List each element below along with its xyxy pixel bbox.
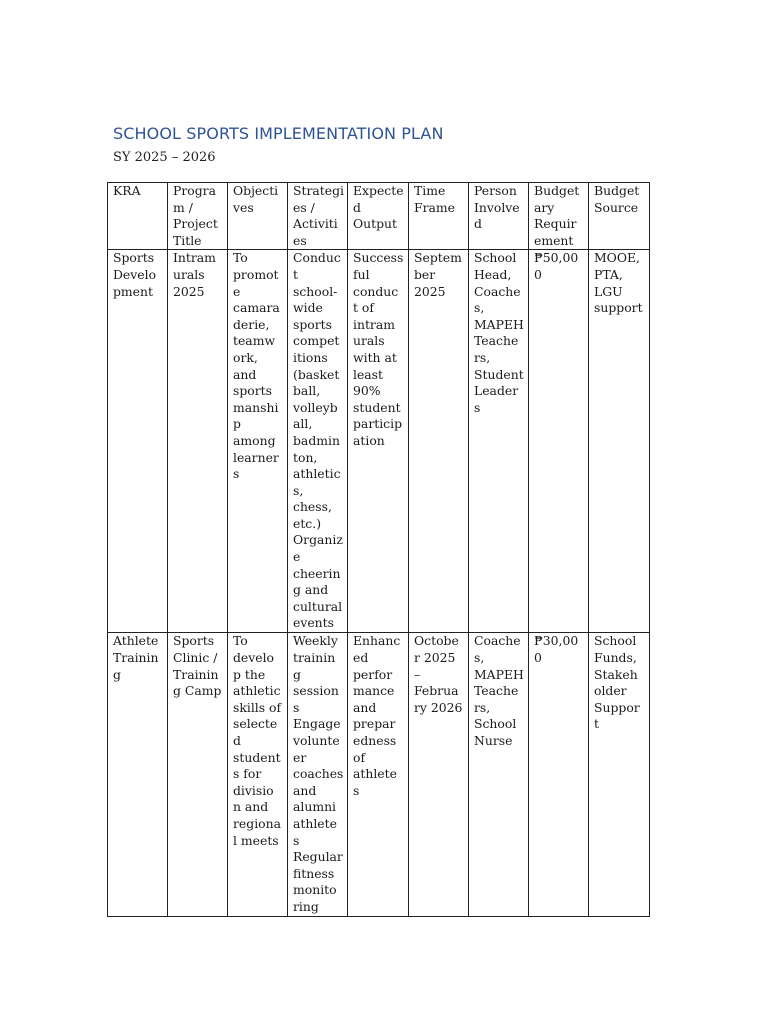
cell-program-title — [168, 633, 228, 917]
cell-text-line: Project — [173, 216, 218, 232]
cell-objectives — [228, 250, 288, 633]
cell-text-line: d — [353, 199, 361, 215]
cell-text-line: Objecti — [233, 183, 279, 198]
cell-text-line: School — [474, 716, 517, 732]
cell-text-line: and — [353, 699, 377, 715]
cell-text-line: mance — [353, 683, 395, 699]
cell-text-line: all, — [293, 416, 313, 432]
cell-text-line: wide — [293, 300, 323, 316]
cell-text-line: s, — [474, 649, 485, 665]
header-cell-budgetary-requirement — [529, 183, 589, 250]
cell-text-line: Activiti — [293, 216, 338, 232]
cell-text-line: rs, — [474, 699, 491, 715]
cell-text-line: chess, — [293, 499, 332, 515]
cell-text-line: session — [293, 683, 339, 699]
cell-text-line: Time — [414, 183, 446, 198]
cell-text-line: support — [594, 300, 643, 316]
cell-text-line: Expecte — [353, 183, 404, 198]
cell-strategies-activities — [288, 633, 348, 917]
cell-text-line: intram — [353, 316, 395, 332]
cell-text-line: ful — [353, 266, 370, 282]
cell-text-line: t — [293, 266, 298, 282]
cell-text-line: of — [353, 749, 366, 765]
cell-text-line: To — [233, 250, 248, 266]
cell-text-line: manshi — [233, 399, 279, 415]
cell-text-line: 2025 — [173, 283, 205, 299]
cell-text-line: skills of — [233, 699, 282, 715]
cell-text-line: develo — [233, 649, 275, 665]
cell-text-line: prepar — [353, 716, 396, 732]
cell-text-line: ber — [414, 266, 436, 282]
cell-text-line: athlete — [353, 766, 397, 782]
cell-text-line: athletic — [233, 683, 281, 699]
cell-text-line: pment — [113, 283, 153, 299]
cell-text-line: derie, — [233, 316, 270, 332]
cell-persons-involved — [469, 250, 529, 633]
cell-text-line: particip — [353, 416, 403, 432]
cell-text-line: student — [233, 749, 281, 765]
cell-text-line: coaches — [293, 766, 344, 782]
cell-text-line: sports — [233, 383, 273, 399]
cell-text-line: itions — [293, 349, 328, 365]
implementation-plan-table — [107, 182, 650, 917]
cell-text-line: trainin — [293, 649, 336, 665]
cell-objectives — [228, 633, 288, 917]
cell-text-line: among — [233, 432, 276, 448]
cell-text-line: ary — [534, 199, 555, 215]
table-header-row — [108, 183, 650, 250]
cell-text-line: volunte — [293, 732, 340, 748]
cell-text-line: ₱50,00 — [534, 250, 579, 266]
cell-text-line: Head, — [474, 266, 512, 282]
cell-text-line: ed — [353, 649, 369, 665]
cell-text-line: s — [293, 699, 300, 715]
cell-text-line: 90% — [353, 383, 381, 399]
cell-text-line: Regular — [293, 849, 343, 865]
cell-text-line: Clinic / — [173, 649, 218, 665]
cell-text-line: selecte — [233, 716, 278, 732]
cell-text-line: s — [233, 466, 240, 482]
cell-text-line: Source — [594, 199, 639, 215]
cell-text-line: d — [233, 732, 241, 748]
cell-text-line: 0 — [534, 266, 542, 282]
header-cell-program-title — [168, 183, 228, 250]
cell-text-line: 0 — [534, 649, 542, 665]
cell-text-line: perfor — [353, 666, 393, 682]
cell-text-line: Budget — [534, 183, 580, 198]
cell-text-line: To — [233, 633, 248, 649]
cell-text-line: ement — [534, 232, 574, 248]
cell-expected-output — [348, 633, 409, 917]
cell-text-line: urals — [173, 266, 205, 282]
cell-text-line: least — [353, 366, 384, 382]
cell-text-line: MAPEH — [474, 666, 524, 682]
cell-text-line: Conduc — [293, 250, 341, 266]
cell-text-line: badmin — [293, 432, 340, 448]
cell-text-line: s for — [233, 766, 262, 782]
cell-text-line: s — [353, 782, 360, 798]
cell-text-line: school- — [293, 283, 338, 299]
cell-text-line: KRA — [113, 183, 141, 198]
cell-text-line: p the — [233, 666, 266, 682]
header-cell-strategies-activities — [288, 183, 348, 250]
cell-budget-source — [589, 250, 650, 633]
cell-text-line: t of — [353, 300, 374, 316]
cell-text-line: l meets — [233, 832, 279, 848]
cell-text-line: – — [414, 666, 421, 682]
cell-text-line: volleyb — [293, 399, 338, 415]
table-row — [108, 633, 650, 917]
cell-text-line: cheerin — [293, 565, 341, 581]
cell-text-line: older — [594, 683, 627, 699]
cell-text-line: ork, — [233, 349, 258, 365]
cell-text-line: learner — [233, 449, 279, 465]
cell-text-line: Teache — [474, 333, 519, 349]
cell-text-line: p — [233, 416, 241, 432]
cell-text-line: Trainin — [173, 666, 219, 682]
cell-text-line: Stakeh — [594, 666, 638, 682]
cell-text-line: ₱30,00 — [534, 633, 579, 649]
cell-budgetary-requirement — [529, 633, 589, 917]
cell-text-line: cultural — [293, 598, 343, 614]
cell-text-line: s, — [474, 300, 485, 316]
header-cell-budget-source — [589, 183, 650, 250]
cell-text-line: Leader — [474, 383, 519, 399]
cell-text-line: Sports — [173, 633, 215, 649]
cell-budgetary-requirement — [529, 250, 589, 633]
cell-text-line: teamw — [233, 333, 276, 349]
cell-text-line: MAPEH — [474, 316, 524, 332]
cell-text-line: Weekly — [293, 633, 338, 649]
cell-text-line: Nurse — [474, 732, 513, 748]
cell-text-line: d — [474, 216, 482, 232]
cell-text-line: s, — [293, 482, 304, 498]
cell-text-line: events — [293, 615, 334, 631]
cell-text-line: edness — [353, 732, 397, 748]
cell-text-line: s — [474, 399, 481, 415]
cell-time-frame — [409, 250, 469, 633]
cell-text-line: g — [113, 666, 121, 682]
cell-text-line: sports — [293, 316, 333, 332]
cell-text-line: t — [594, 716, 599, 732]
cell-text-line: Intram — [173, 250, 216, 266]
cell-text-line: Februa — [414, 683, 459, 699]
cell-text-line: student — [353, 399, 401, 415]
cell-text-line: LGU — [594, 283, 623, 299]
cell-text-line: Suppor — [594, 699, 640, 715]
cell-text-line: ation — [353, 432, 385, 448]
header-cell-kra — [108, 183, 168, 250]
cell-expected-output — [348, 250, 409, 633]
cell-text-line: Organiz — [293, 532, 343, 548]
cell-text-line: compet — [293, 333, 340, 349]
cell-text-line: Sports — [113, 250, 155, 266]
cell-text-line: Coache — [474, 283, 521, 299]
cell-text-line: Enhanc — [353, 633, 401, 649]
cell-text-line: School — [594, 633, 637, 649]
cell-text-line: alumni — [293, 799, 337, 815]
cell-text-line: m / — [173, 199, 193, 215]
cell-text-line: Progra — [173, 183, 216, 198]
cell-text-line: Title — [173, 232, 202, 248]
cell-text-line: s — [293, 832, 300, 848]
cell-text-line: School — [474, 250, 517, 266]
cell-text-line: e — [293, 549, 301, 565]
cell-text-line: regiona — [233, 815, 281, 831]
cell-text-line: Frame — [414, 199, 455, 215]
cell-text-line: es — [293, 232, 307, 248]
cell-text-line: Develo — [113, 266, 157, 282]
header-cell-objectives — [228, 183, 288, 250]
cell-text-line: Person — [474, 183, 517, 198]
cell-text-line: n and — [233, 799, 269, 815]
cell-text-line: ry 2026 — [414, 699, 463, 715]
header-cell-time-frame — [409, 183, 469, 250]
cell-text-line: Octobe — [414, 633, 459, 649]
cell-text-line: athlete — [293, 815, 337, 831]
cell-text-line: Success — [353, 250, 404, 266]
cell-text-line: Septem — [414, 250, 462, 266]
cell-time-frame — [409, 633, 469, 917]
school-year-subtitle: SY 2025 – 2026 — [113, 150, 216, 165]
cell-persons-involved — [469, 633, 529, 917]
cell-text-line: er — [293, 749, 307, 765]
cell-text-line: Student — [474, 366, 524, 382]
cell-text-line: MOOE, — [594, 250, 640, 266]
header-cell-expected-output — [348, 183, 409, 250]
cell-text-line: camara — [233, 300, 280, 316]
cell-text-line: PTA, — [594, 266, 623, 282]
cell-text-line: Coache — [474, 633, 521, 649]
cell-strategies-activities — [288, 250, 348, 633]
cell-text-line: Requir — [534, 216, 577, 232]
cell-text-line: conduc — [353, 283, 399, 299]
cell-program-title — [168, 250, 228, 633]
cell-text-line: etc.) — [293, 515, 322, 531]
cell-text-line: ball, — [293, 383, 321, 399]
cell-text-line: e — [233, 283, 241, 299]
cell-text-line: monito — [293, 882, 337, 898]
cell-text-line: and — [293, 782, 317, 798]
cell-text-line: ves — [233, 199, 254, 215]
cell-text-line: r 2025 — [414, 649, 456, 665]
cell-text-line: urals — [353, 333, 385, 349]
cell-text-line: athletic — [293, 466, 341, 482]
cell-text-line: Trainin — [113, 649, 159, 665]
header-cell-persons-involved — [469, 183, 529, 250]
cell-text-line: ring — [293, 898, 319, 914]
cell-text-line: ton, — [293, 449, 318, 465]
cell-text-line: divisio — [233, 782, 274, 798]
cell-text-line: Budget — [594, 183, 640, 198]
cell-text-line: rs, — [474, 349, 491, 365]
cell-text-line: g Camp — [173, 683, 222, 699]
document-title: SCHOOL SPORTS IMPLEMENTATION PLAN — [113, 124, 444, 143]
cell-text-line: 2025 — [414, 283, 446, 299]
cell-text-line: Engage — [293, 716, 341, 732]
cell-text-line: promot — [233, 266, 279, 282]
cell-text-line: es / — [293, 199, 315, 215]
cell-text-line: Strategi — [293, 183, 344, 198]
cell-text-line: with at — [353, 349, 397, 365]
cell-text-line: g and — [293, 582, 329, 598]
cell-text-line: Involve — [474, 199, 520, 215]
cell-text-line: Teache — [474, 683, 519, 699]
table-row — [108, 250, 650, 633]
cell-kra — [108, 633, 168, 917]
cell-text-line: (basket — [293, 366, 340, 382]
cell-kra — [108, 250, 168, 633]
cell-text-line: and — [233, 366, 257, 382]
cell-text-line: Athlete — [113, 633, 159, 649]
cell-text-line: fitness — [293, 865, 335, 881]
cell-budget-source — [589, 633, 650, 917]
cell-text-line: g — [293, 666, 301, 682]
cell-text-line: Funds, — [594, 649, 637, 665]
cell-text-line: Output — [353, 216, 398, 232]
